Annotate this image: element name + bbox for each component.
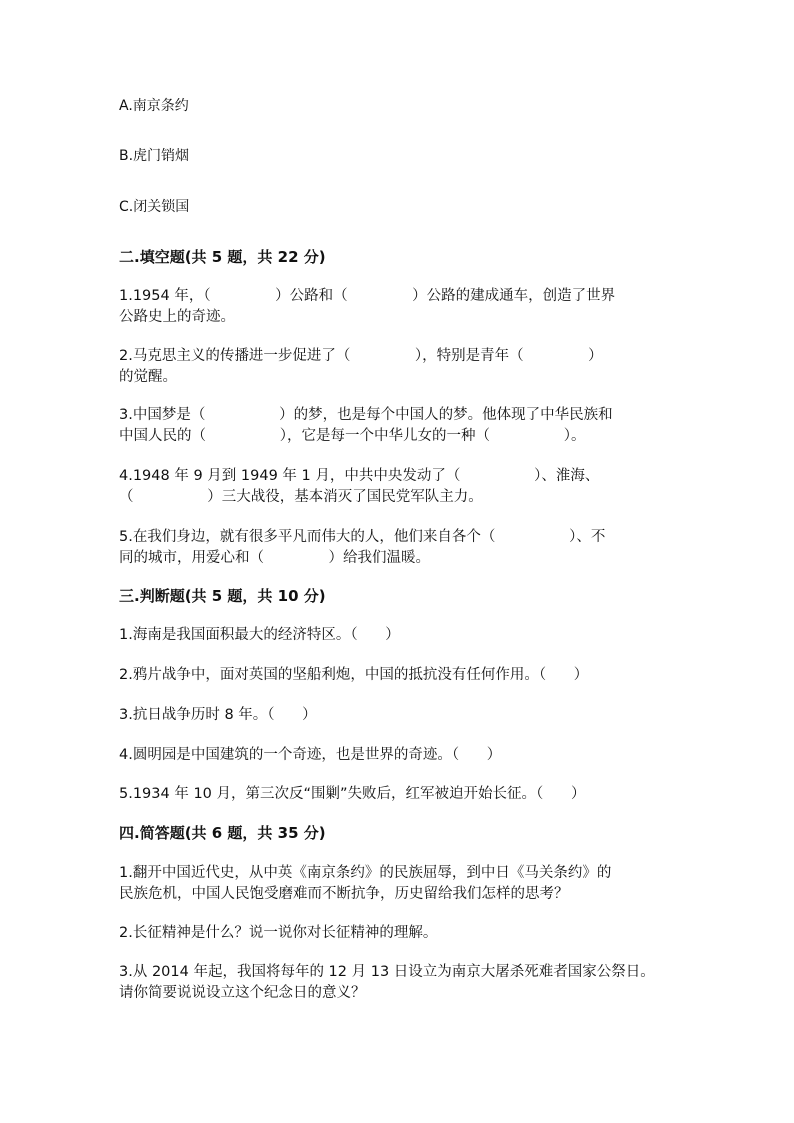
fill-q4-line1: 4.1948 年 9 月到 1949 年 1 月，中共中央发动了（ ）、淮海、	[119, 468, 600, 484]
fill-q3-line1: 3.中国梦是（ ）的梦，也是每个中国人的梦。他体现了中华民族和	[119, 407, 613, 423]
option-c: C.闭关锁国	[119, 199, 190, 215]
fill-q2-line2: 的觉醒。	[119, 369, 177, 385]
option-a: A.南京条约	[119, 98, 189, 114]
section-heading-short-answer: 四.简答题(共 6 题，共 35 分)	[119, 824, 326, 842]
tf-q5: 5.1934 年 10 月，第三次反“围剿”失败后，红军被迫开始长征。（ ）	[119, 786, 586, 802]
sa-q3-line2: 请你简要说说设立这个纪念日的意义？	[119, 985, 366, 1001]
section-heading-fill-blank: 二.填空题(共 5 题，共 22 分)	[119, 248, 326, 266]
fill-q5-line1: 5.在我们身边，就有很多平凡而伟大的人，他们来自各个（ ）、不	[119, 529, 606, 545]
sa-q2: 2.长征精神是什么？说一说你对长征精神的理解。	[119, 925, 438, 941]
fill-q3-line2: 中国人民的（ ），它是每一个中华儿女的一种（ ）。	[119, 428, 586, 444]
fill-q4-line2: （ ）三大战役，基本消灭了国民党军队主力。	[119, 489, 483, 505]
section-heading-true-false: 三.判断题(共 5 题，共 10 分)	[119, 587, 326, 605]
fill-q1-line2: 公路史上的奇迹。	[119, 309, 235, 325]
tf-q4: 4.圆明园是中国建筑的一个奇迹，也是世界的奇迹。（ ）	[119, 747, 502, 763]
option-b: B.虎门销烟	[119, 148, 190, 164]
fill-q1-line1: 1.1954 年，（ ）公路和（ ）公路的建成通车，创造了世界	[119, 288, 616, 304]
sa-q1-line2: 民族危机，中国人民饱受磨难而不断抗争，历史留给我们怎样的思考？	[119, 886, 569, 902]
tf-q2: 2.鸦片战争中，面对英国的坚船利炮，中国的抵抗没有任何作用。（ ）	[119, 667, 589, 683]
fill-q2-line1: 2.马克思主义的传播进一步促进了（ ），特别是青年（ ）	[119, 348, 603, 364]
fill-q5-line2: 同的城市，用爱心和（ ）给我们温暖。	[119, 550, 431, 566]
sa-q1-line1: 1.翻开中国近代史，从中英《南京条约》的民族屈辱，到中日《马关条约》的	[119, 865, 612, 881]
tf-q3: 3.抗日战争历时 8 年。（ ）	[119, 707, 317, 723]
tf-q1: 1.海南是我国面积最大的经济特区。（ ）	[119, 627, 400, 643]
sa-q3-line1: 3.从 2014 年起，我国将每年的 12 月 13 日设立为南京大屠杀死难者国家公祭日。	[119, 964, 655, 980]
